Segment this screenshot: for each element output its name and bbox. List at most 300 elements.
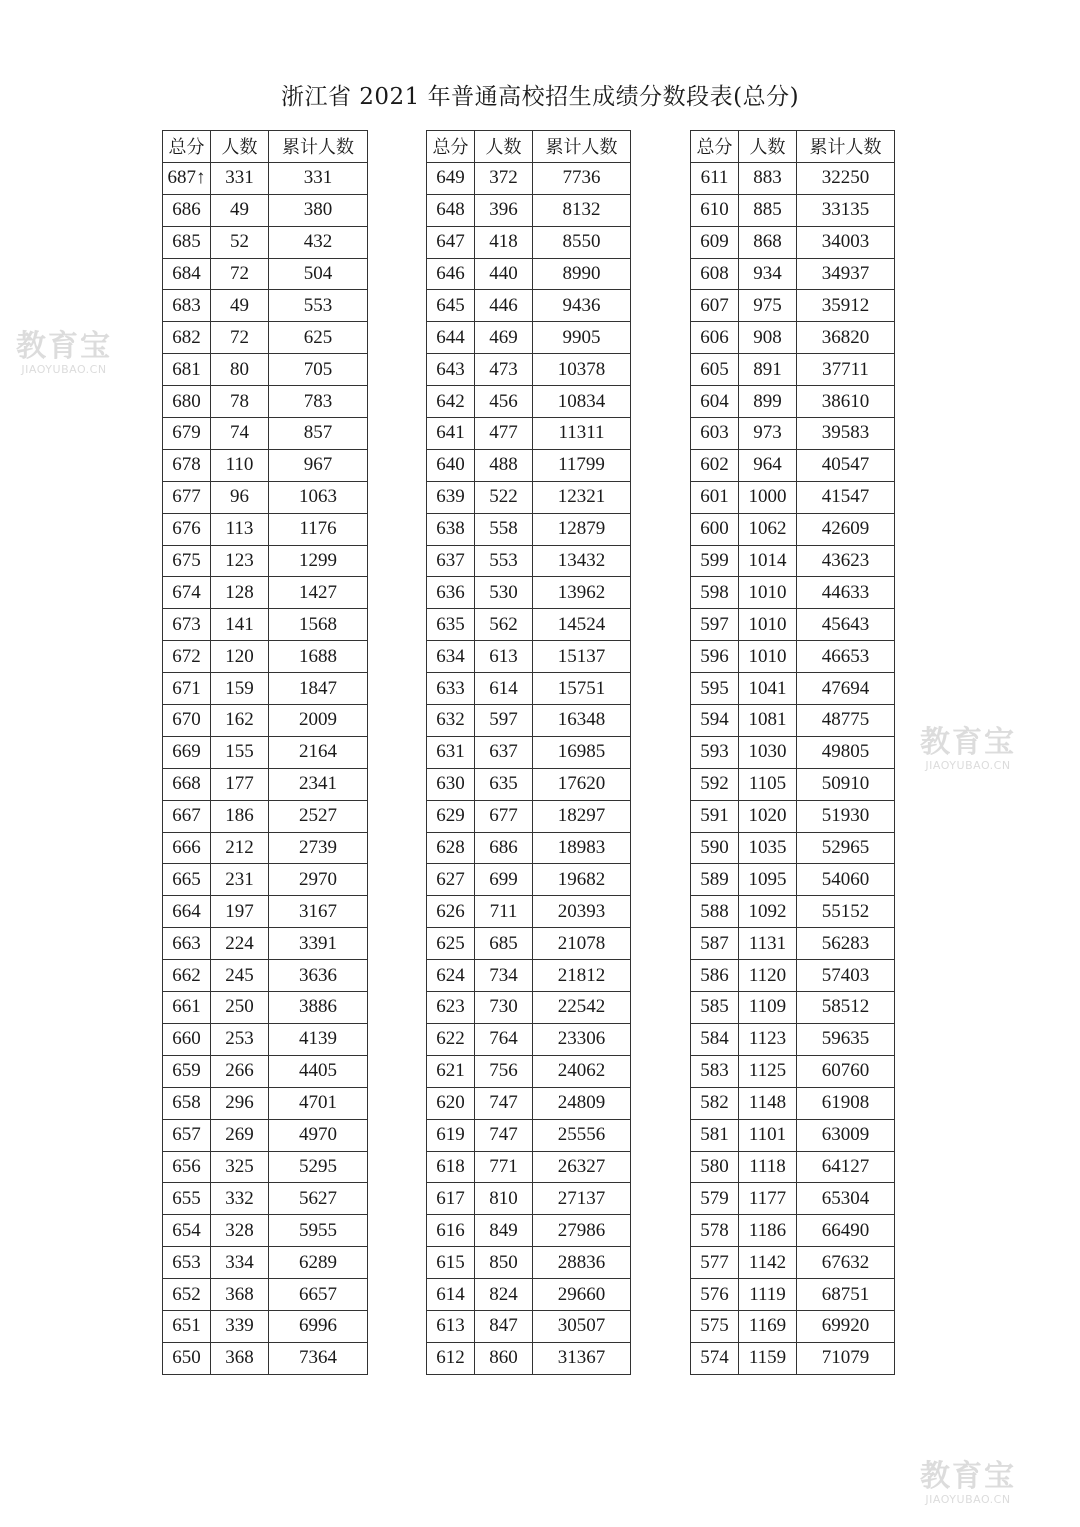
table-row <box>427 1087 631 1119</box>
cell-count: 975 <box>739 290 797 322</box>
cell-count: 72 <box>211 258 269 290</box>
table-row <box>427 1215 631 1247</box>
cell-cumulative: 6996 <box>269 1310 368 1342</box>
cell-score: 598 <box>691 577 739 609</box>
cell-count: 1092 <box>739 896 797 928</box>
cell-cumulative: 46653 <box>797 641 895 673</box>
cell-score: 664 <box>163 896 211 928</box>
cell-count: 860 <box>475 1342 533 1374</box>
cell-score: 658 <box>163 1087 211 1119</box>
table-row <box>691 609 895 641</box>
cell-count: 446 <box>475 290 533 322</box>
cell-score: 619 <box>427 1119 475 1151</box>
table-row <box>427 577 631 609</box>
cell-score: 583 <box>691 1055 739 1087</box>
cell-cumulative: 504 <box>269 258 368 290</box>
table-row <box>691 1087 895 1119</box>
cell-score: 617 <box>427 1183 475 1215</box>
cell-cumulative: 17620 <box>533 768 631 800</box>
cell-cumulative: 3886 <box>269 992 368 1024</box>
cell-cumulative: 3391 <box>269 928 368 960</box>
cell-cumulative: 24809 <box>533 1087 631 1119</box>
cell-cumulative: 12321 <box>533 481 631 513</box>
table-header-row <box>163 131 368 163</box>
cell-count: 212 <box>211 832 269 864</box>
cell-cumulative: 4405 <box>269 1055 368 1087</box>
cell-score: 590 <box>691 832 739 864</box>
cell-score: 674 <box>163 577 211 609</box>
table-row <box>691 673 895 705</box>
table-row <box>691 290 895 322</box>
table-row <box>691 449 895 481</box>
header-score: 总分 <box>691 131 739 163</box>
cell-cumulative: 49805 <box>797 736 895 768</box>
cell-cumulative: 16985 <box>533 736 631 768</box>
cell-score: 600 <box>691 513 739 545</box>
cell-count: 964 <box>739 449 797 481</box>
cell-count: 186 <box>211 800 269 832</box>
cell-cumulative: 19682 <box>533 864 631 896</box>
table-row <box>691 226 895 258</box>
cell-count: 685 <box>475 928 533 960</box>
cell-score: 610 <box>691 194 739 226</box>
cell-count: 847 <box>475 1310 533 1342</box>
cell-count: 418 <box>475 226 533 258</box>
cell-count: 764 <box>475 1023 533 1055</box>
cell-cumulative: 50910 <box>797 768 895 800</box>
table-row <box>691 418 895 450</box>
cell-score: 633 <box>427 673 475 705</box>
watermark <box>920 725 1016 772</box>
table-row <box>163 1023 368 1055</box>
cell-count: 224 <box>211 928 269 960</box>
cell-cumulative: 52965 <box>797 832 895 864</box>
cell-count: 456 <box>475 386 533 418</box>
cell-score: 621 <box>427 1055 475 1087</box>
cell-cumulative: 432 <box>269 226 368 258</box>
table-row <box>163 800 368 832</box>
cell-score: 682 <box>163 322 211 354</box>
cell-cumulative: 27137 <box>533 1183 631 1215</box>
cell-score: 647 <box>427 226 475 258</box>
cell-score: 678 <box>163 449 211 481</box>
cell-score: 650 <box>163 1342 211 1374</box>
cell-count: 1186 <box>739 1215 797 1247</box>
cell-score: 670 <box>163 705 211 737</box>
cell-cumulative: 16348 <box>533 705 631 737</box>
table-row <box>163 1247 368 1279</box>
cell-count: 488 <box>475 449 533 481</box>
cell-count: 123 <box>211 545 269 577</box>
table-row <box>691 736 895 768</box>
cell-score: 651 <box>163 1310 211 1342</box>
table-row <box>163 449 368 481</box>
table-row <box>163 896 368 928</box>
cell-cumulative: 41547 <box>797 481 895 513</box>
table-row <box>163 418 368 450</box>
table-row <box>691 992 895 1024</box>
cell-score: 629 <box>427 800 475 832</box>
cell-count: 469 <box>475 322 533 354</box>
cell-score: 661 <box>163 992 211 1024</box>
cell-cumulative: 5955 <box>269 1215 368 1247</box>
table-row <box>427 513 631 545</box>
cell-score: 681 <box>163 354 211 386</box>
cell-score: 599 <box>691 545 739 577</box>
header-count: 人数 <box>211 131 269 163</box>
cell-count: 530 <box>475 577 533 609</box>
cell-count: 120 <box>211 641 269 673</box>
cell-cumulative: 57403 <box>797 960 895 992</box>
table-row <box>163 386 368 418</box>
cell-count: 699 <box>475 864 533 896</box>
cell-cumulative: 10834 <box>533 386 631 418</box>
cell-cumulative: 2739 <box>269 832 368 864</box>
table-row <box>163 513 368 545</box>
table-row <box>427 322 631 354</box>
table-row <box>163 290 368 322</box>
cell-cumulative: 26327 <box>533 1151 631 1183</box>
cell-count: 269 <box>211 1119 269 1151</box>
cell-cumulative: 63009 <box>797 1119 895 1151</box>
header-count: 人数 <box>739 131 797 163</box>
cell-score: 602 <box>691 449 739 481</box>
table-row <box>427 705 631 737</box>
cell-score: 657 <box>163 1119 211 1151</box>
cell-count: 756 <box>475 1055 533 1087</box>
table-row <box>163 992 368 1024</box>
header-score: 总分 <box>163 131 211 163</box>
cell-cumulative: 9436 <box>533 290 631 322</box>
cell-cumulative: 2970 <box>269 864 368 896</box>
cell-cumulative: 380 <box>269 194 368 226</box>
cell-score: 594 <box>691 705 739 737</box>
header-cumulative: 累计人数 <box>797 131 895 163</box>
cell-cumulative: 2341 <box>269 768 368 800</box>
cell-score: 672 <box>163 641 211 673</box>
table-row <box>427 896 631 928</box>
cell-score: 671 <box>163 673 211 705</box>
cell-score: 603 <box>691 418 739 450</box>
cell-count: 1118 <box>739 1151 797 1183</box>
watermark-url: JIAOYUBAO.CN <box>925 759 1011 772</box>
cell-count: 1014 <box>739 545 797 577</box>
cell-count: 934 <box>739 258 797 290</box>
header-count: 人数 <box>475 131 533 163</box>
cell-score: 653 <box>163 1247 211 1279</box>
header-cumulative: 累计人数 <box>269 131 368 163</box>
cell-cumulative: 37711 <box>797 354 895 386</box>
cell-score: 644 <box>427 322 475 354</box>
table-row <box>427 641 631 673</box>
table-row <box>691 705 895 737</box>
cell-cumulative: 1568 <box>269 609 368 641</box>
cell-cumulative: 9905 <box>533 322 631 354</box>
table-row <box>691 354 895 386</box>
cell-count: 1010 <box>739 577 797 609</box>
table-row <box>163 1183 368 1215</box>
watermark-url: JIAOYUBAO.CN <box>21 363 107 376</box>
cell-cumulative: 39583 <box>797 418 895 450</box>
table-row <box>163 1342 368 1374</box>
table-row <box>691 1247 895 1279</box>
cell-score: 595 <box>691 673 739 705</box>
table-row <box>163 928 368 960</box>
cell-score: 615 <box>427 1247 475 1279</box>
cell-count: 1010 <box>739 641 797 673</box>
watermark-logo: 教育宝 <box>920 1459 1016 1494</box>
table-row <box>163 481 368 513</box>
cell-count: 771 <box>475 1151 533 1183</box>
cell-cumulative: 20393 <box>533 896 631 928</box>
cell-count: 1109 <box>739 992 797 1024</box>
table-row <box>163 1215 368 1247</box>
cell-count: 614 <box>475 673 533 705</box>
cell-score: 673 <box>163 609 211 641</box>
cell-score: 642 <box>427 386 475 418</box>
cell-cumulative: 48775 <box>797 705 895 737</box>
table-row <box>691 768 895 800</box>
table-row <box>163 1055 368 1087</box>
table-row <box>427 545 631 577</box>
table-row <box>427 162 631 194</box>
cell-count: 553 <box>475 545 533 577</box>
cell-score: 630 <box>427 768 475 800</box>
cell-cumulative: 21812 <box>533 960 631 992</box>
table-row <box>691 1055 895 1087</box>
watermark <box>16 329 112 376</box>
table-row <box>427 226 631 258</box>
cell-count: 850 <box>475 1247 533 1279</box>
cell-count: 824 <box>475 1279 533 1311</box>
table-row <box>427 290 631 322</box>
cell-cumulative: 5295 <box>269 1151 368 1183</box>
cell-count: 325 <box>211 1151 269 1183</box>
cell-count: 1142 <box>739 1247 797 1279</box>
cell-count: 1177 <box>739 1183 797 1215</box>
table-row <box>163 226 368 258</box>
table-row <box>427 800 631 832</box>
cell-score: 584 <box>691 1023 739 1055</box>
cell-cumulative: 783 <box>269 386 368 418</box>
cell-cumulative: 56283 <box>797 928 895 960</box>
cell-cumulative: 31367 <box>533 1342 631 1374</box>
table-row <box>427 1183 631 1215</box>
table-body <box>163 162 368 1374</box>
table-header-row <box>691 131 895 163</box>
cell-score: 628 <box>427 832 475 864</box>
cell-score: 632 <box>427 705 475 737</box>
cell-count: 1020 <box>739 800 797 832</box>
cell-score: 639 <box>427 481 475 513</box>
cell-count: 440 <box>475 258 533 290</box>
cell-count: 747 <box>475 1087 533 1119</box>
cell-score: 605 <box>691 354 739 386</box>
cell-count: 49 <box>211 290 269 322</box>
cell-count: 368 <box>211 1342 269 1374</box>
cell-cumulative: 4970 <box>269 1119 368 1151</box>
cell-count: 1105 <box>739 768 797 800</box>
cell-count: 1125 <box>739 1055 797 1087</box>
cell-count: 1148 <box>739 1087 797 1119</box>
cell-score: 620 <box>427 1087 475 1119</box>
cell-score: 596 <box>691 641 739 673</box>
cell-count: 477 <box>475 418 533 450</box>
table-row <box>427 992 631 1024</box>
cell-score: 680 <box>163 386 211 418</box>
cell-count: 162 <box>211 705 269 737</box>
cell-cumulative: 7364 <box>269 1342 368 1374</box>
header-cumulative: 累计人数 <box>533 131 631 163</box>
cell-count: 231 <box>211 864 269 896</box>
table-header-row <box>427 131 631 163</box>
cell-score: 659 <box>163 1055 211 1087</box>
cell-cumulative: 69920 <box>797 1310 895 1342</box>
cell-cumulative: 6289 <box>269 1247 368 1279</box>
table-row <box>427 1342 631 1374</box>
cell-count: 80 <box>211 354 269 386</box>
cell-cumulative: 21078 <box>533 928 631 960</box>
cell-count: 973 <box>739 418 797 450</box>
table-row <box>163 768 368 800</box>
cell-cumulative: 58512 <box>797 992 895 1024</box>
cell-score: 663 <box>163 928 211 960</box>
cell-score: 588 <box>691 896 739 928</box>
table-row <box>691 1023 895 1055</box>
cell-cumulative: 24062 <box>533 1055 631 1087</box>
cell-score: 626 <box>427 896 475 928</box>
table-row <box>691 896 895 928</box>
table-row <box>163 832 368 864</box>
cell-count: 245 <box>211 960 269 992</box>
cell-cumulative: 59635 <box>797 1023 895 1055</box>
cell-score: 660 <box>163 1023 211 1055</box>
table-row <box>427 960 631 992</box>
cell-count: 1041 <box>739 673 797 705</box>
table-row <box>427 1279 631 1311</box>
cell-count: 562 <box>475 609 533 641</box>
cell-cumulative: 10378 <box>533 354 631 386</box>
cell-count: 747 <box>475 1119 533 1151</box>
cell-score: 656 <box>163 1151 211 1183</box>
table-row <box>691 928 895 960</box>
table-row <box>427 258 631 290</box>
table-row <box>691 864 895 896</box>
cell-score: 581 <box>691 1119 739 1151</box>
table-row <box>163 258 368 290</box>
cell-count: 1169 <box>739 1310 797 1342</box>
cell-score: 607 <box>691 290 739 322</box>
cell-cumulative: 25556 <box>533 1119 631 1151</box>
cell-cumulative: 4139 <box>269 1023 368 1055</box>
cell-count: 396 <box>475 194 533 226</box>
cell-cumulative: 33135 <box>797 194 895 226</box>
table-row <box>427 194 631 226</box>
cell-count: 1062 <box>739 513 797 545</box>
cell-count: 473 <box>475 354 533 386</box>
cell-score: 676 <box>163 513 211 545</box>
table-row <box>691 1119 895 1151</box>
cell-cumulative: 42609 <box>797 513 895 545</box>
table-row <box>163 194 368 226</box>
cell-cumulative: 1299 <box>269 545 368 577</box>
cell-count: 250 <box>211 992 269 1024</box>
table-row <box>163 736 368 768</box>
cell-count: 110 <box>211 449 269 481</box>
watermark-logo: 教育宝 <box>16 329 112 364</box>
cell-score: 640 <box>427 449 475 481</box>
cell-count: 1010 <box>739 609 797 641</box>
cell-cumulative: 7736 <box>533 162 631 194</box>
cell-count: 1119 <box>739 1279 797 1311</box>
table-row <box>163 1151 368 1183</box>
cell-score: 623 <box>427 992 475 1024</box>
watermark-logo: 教育宝 <box>920 725 1016 760</box>
table-row <box>691 960 895 992</box>
cell-cumulative: 61908 <box>797 1087 895 1119</box>
cell-score: 578 <box>691 1215 739 1247</box>
table-row <box>427 1310 631 1342</box>
cell-count: 253 <box>211 1023 269 1055</box>
cell-score: 612 <box>427 1342 475 1374</box>
cell-count: 677 <box>475 800 533 832</box>
table-row <box>427 673 631 705</box>
cell-score: 646 <box>427 258 475 290</box>
table-row <box>163 641 368 673</box>
table-row <box>163 673 368 705</box>
table-row <box>691 545 895 577</box>
cell-cumulative: 45643 <box>797 609 895 641</box>
table-row <box>427 609 631 641</box>
cell-cumulative: 43623 <box>797 545 895 577</box>
table-row <box>427 449 631 481</box>
table-row <box>427 1023 631 1055</box>
cell-score: 616 <box>427 1215 475 1247</box>
cell-cumulative: 40547 <box>797 449 895 481</box>
table-row <box>427 1119 631 1151</box>
table-row <box>427 1151 631 1183</box>
cell-score: 687↑ <box>163 162 211 194</box>
cell-cumulative: 32250 <box>797 162 895 194</box>
table-row <box>427 768 631 800</box>
cell-count: 52 <box>211 226 269 258</box>
cell-cumulative: 44633 <box>797 577 895 609</box>
header-score: 总分 <box>427 131 475 163</box>
cell-count: 159 <box>211 673 269 705</box>
cell-score: 591 <box>691 800 739 832</box>
cell-cumulative: 14524 <box>533 609 631 641</box>
table-row <box>163 322 368 354</box>
cell-count: 1035 <box>739 832 797 864</box>
table-body <box>427 162 631 1374</box>
cell-count: 635 <box>475 768 533 800</box>
cell-count: 613 <box>475 641 533 673</box>
cell-score: 627 <box>427 864 475 896</box>
cell-cumulative: 2009 <box>269 705 368 737</box>
table-row <box>163 1087 368 1119</box>
table-row <box>691 800 895 832</box>
cell-score: 686 <box>163 194 211 226</box>
cell-cumulative: 22542 <box>533 992 631 1024</box>
cell-count: 522 <box>475 481 533 513</box>
table-row <box>691 1183 895 1215</box>
cell-score: 611 <box>691 162 739 194</box>
cell-cumulative: 11799 <box>533 449 631 481</box>
cell-cumulative: 35912 <box>797 290 895 322</box>
table-row <box>691 258 895 290</box>
cell-count: 128 <box>211 577 269 609</box>
table-row <box>691 832 895 864</box>
